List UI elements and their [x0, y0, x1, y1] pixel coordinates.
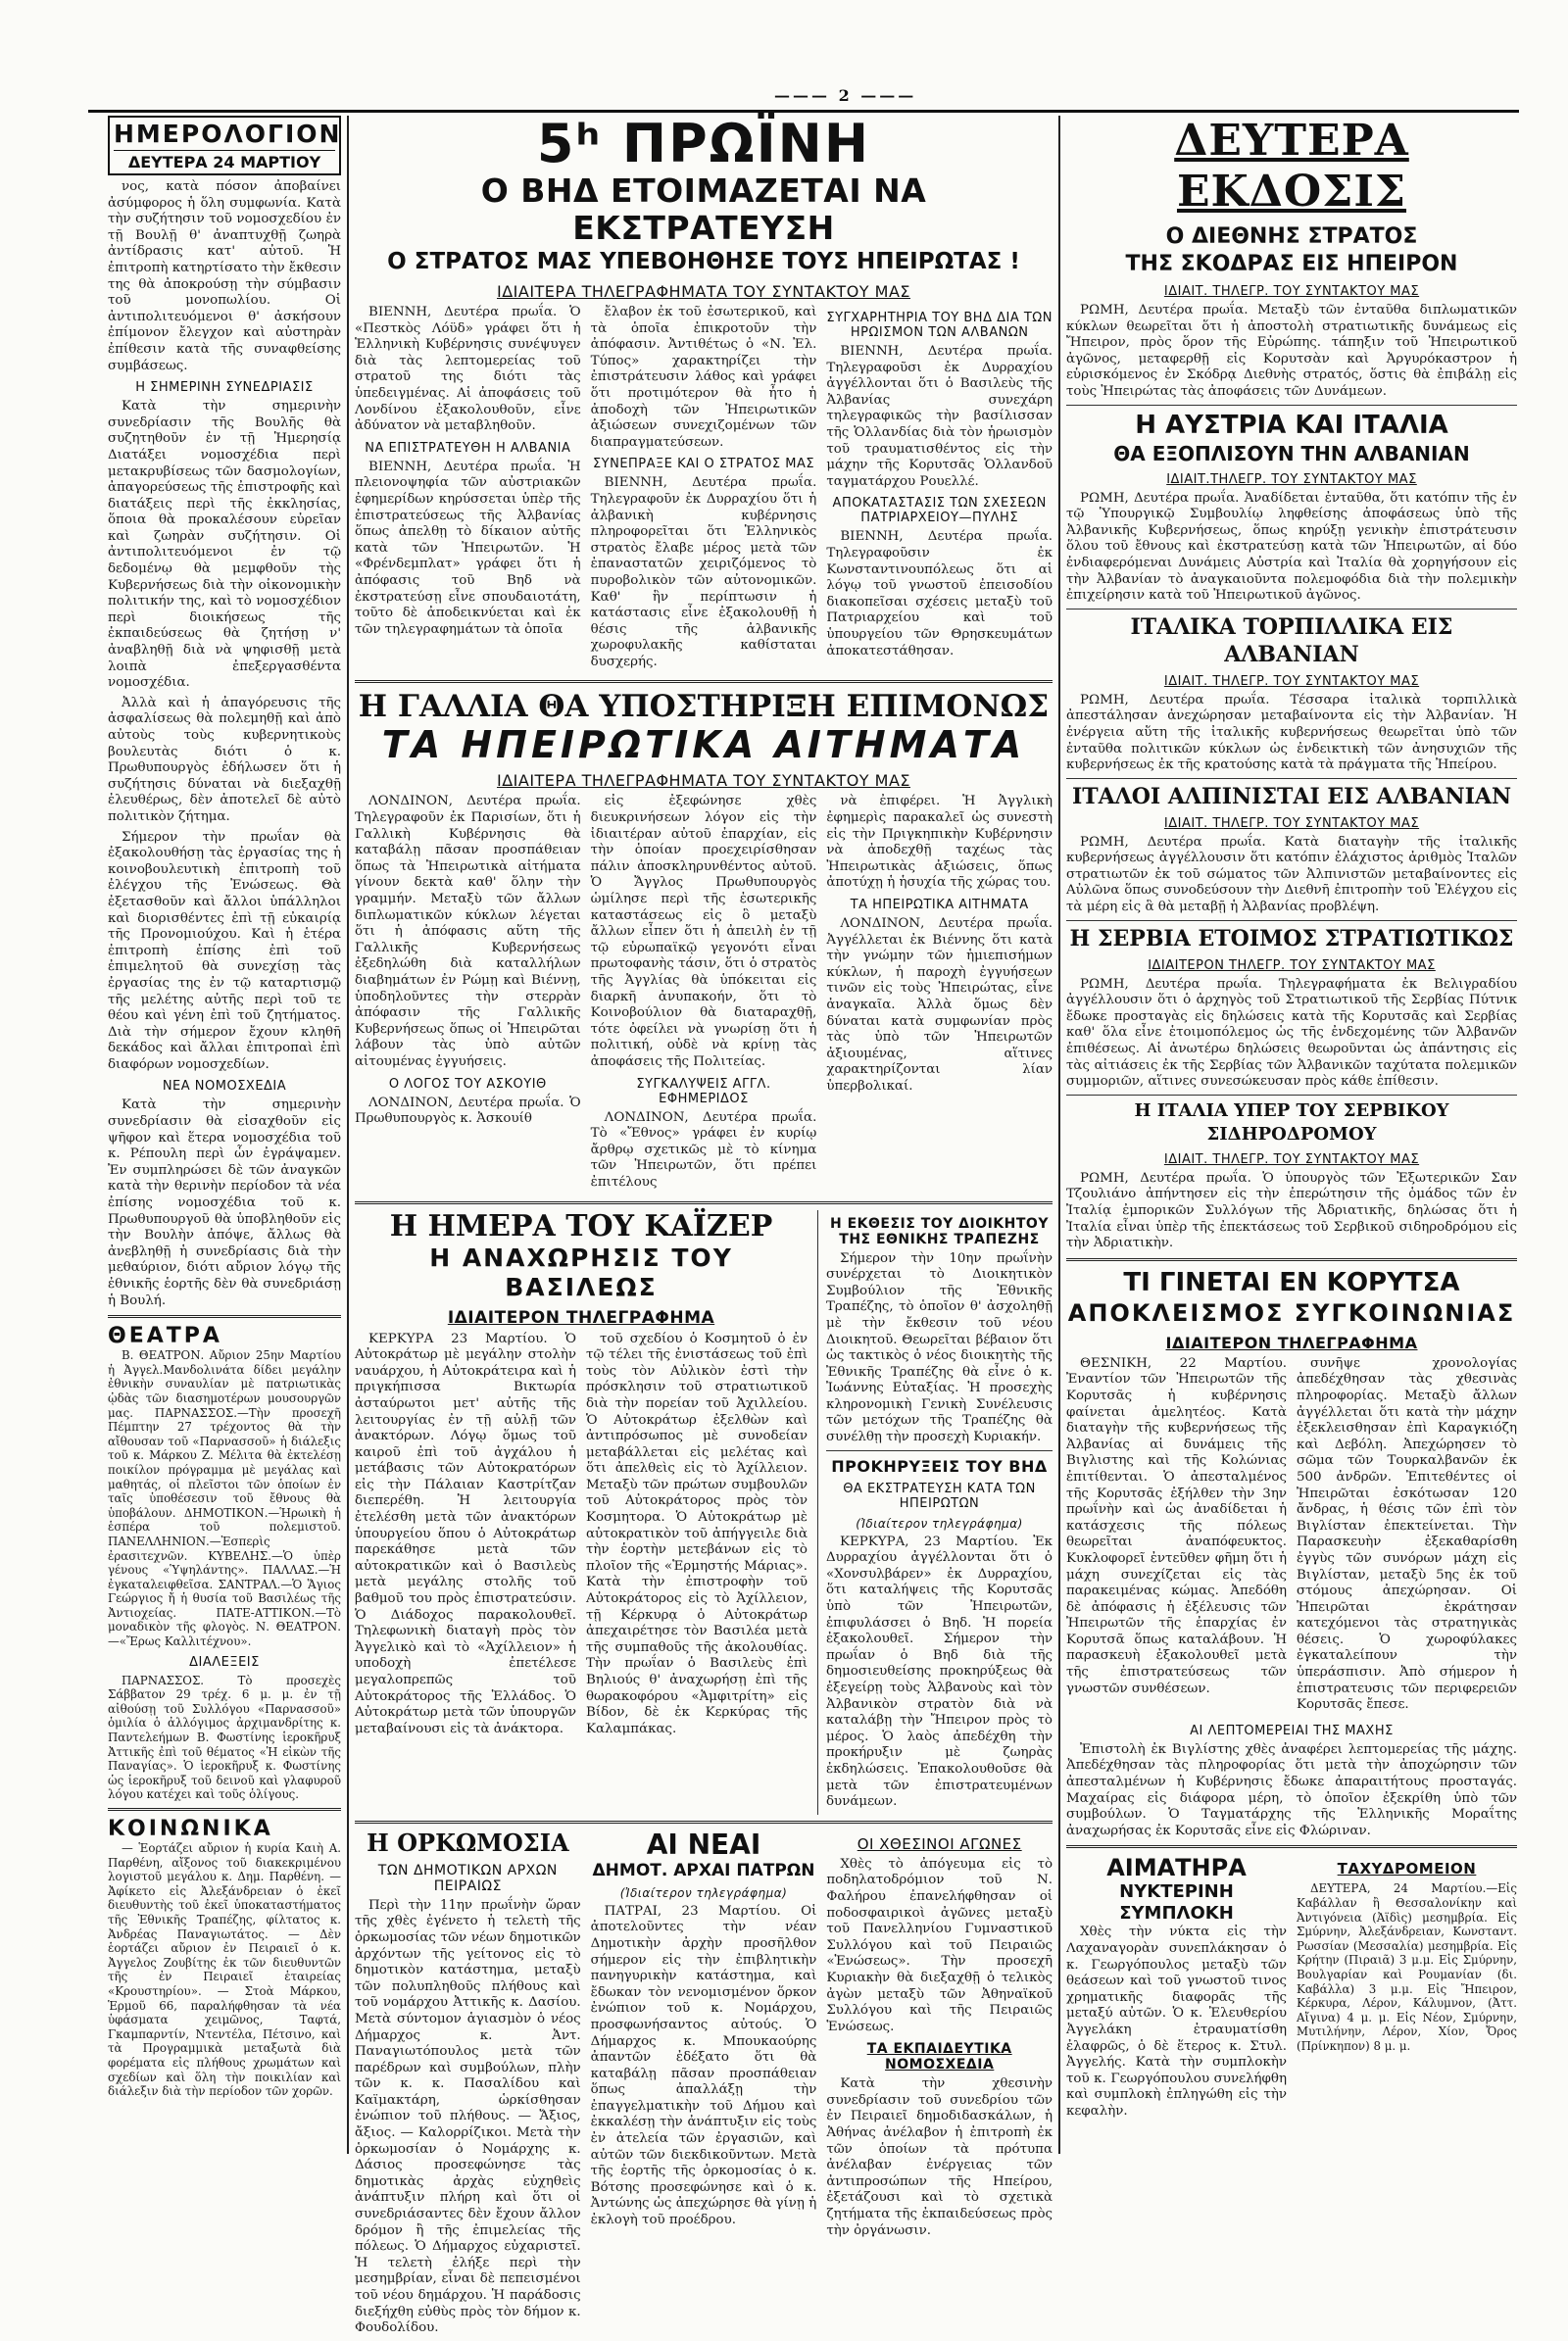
subheading: ΙΔΙΑΙΤΕΡΑ ΤΗΛΕΓΡΑΦΗΜΑΤΑ ΤΟΥ ΣΥΝΤΑΚΤΟΥ ΜΑΣ: [496, 771, 911, 791]
paragraph: ΛΟΝΔΙΝΟΝ, Δευτέρα πρωΐα. Τὸ «Ἔθνος» γράφει ἐν κυρίῳ ἄρθρῳ σχετικῶς μὲ τὸ κίνημα τῶν Ἠπειρωτῶν, ὅτι πρέπει ἐπιτέλους: [590, 1109, 817, 1190]
subheading: ΠΡΟΚΗΡΥΞΕΙΣ ΤΟΥ ΒΗΔ: [831, 1456, 1048, 1476]
article-column: [1066, 1356, 1287, 1718]
divider: [108, 1315, 341, 1318]
paragraph: ΡΩΜΗ, Δευτέρα πρωΐα. Τέσσαρα ἰταλικὰ τορπιλλικὰ ἀπεστάλησαν ἀνεχώρησαν μεταβαίνοντα εἰς τὴν Ἀλβανίαν. Ἡ ἐνέργεια αὕτη τῆς ἰταλικῆς κυβερνήσεως θεωρεῖται ὑπὸ τῶν ἐνταῦθα πολιτικῶν κύκλων ὡς ἐνδεικτικὴ τῶν ἀνησυχιῶν τῆς κυβερνήσεως ἐκ τῆς κρατούσης κατὰ τὰ πράγματα τῆς Ἠπείρου.: [1066, 692, 1517, 773]
headline: ΑΠΟΚΛΕΙΣΜΟΣ ΣΥΓΚΟΙΝΩΝΙΑΣ: [1067, 1298, 1516, 1327]
article-games: [826, 1829, 1053, 2341]
headline: Η ΙΤΑΛΙΑ ΥΠΕΡ ΤΟΥ ΣΕΡΒΙΚΟΥ ΣΙΔΗΡΟΔΡΟΜΟΥ: [1134, 1099, 1449, 1145]
paragraph: ΡΩΜΗ, Δευτέρα πρωΐα. Κατὰ διαταγὴν τῆς ἰταλικῆς κυβερνήσεως ἀγγέλλουσιν ὅτι κατόπιν ἐλάχιστος ἀριθμὸς Ἰταλῶν στρατιωτῶν ἐκ τοῦ σώματος τῶν Ἀλπινιστῶν μεταβαίνοντες εἰς Αὐλῶνα ὅπως συνοδεύσουν τὴν Διεθνῆ ἐπιτροπὴν τοῦ Ἐλέγχου εἰς τὰ μέρη εἰς ἃ θὰ μεταβῇ ἡ Ἀλβανίας προβλέψη.: [1066, 834, 1517, 915]
subheading: ΤΑ ΕΚΠΑΙΔΕΥΤΙΚΑ ΝΟΜΟΣΧΕΔΙΑ: [866, 2041, 1012, 2073]
article-columns: [355, 1332, 808, 1742]
diary-date: ΔΕΥΤΕΡΑ 24 ΜΑΡΤΙΟΥ: [114, 150, 335, 171]
divider: [1066, 405, 1517, 406]
article-block: [355, 1210, 1053, 1815]
article-column: [586, 1332, 808, 1742]
section-title: ΚΟΙΝΩΝΙΚΑ: [108, 1817, 273, 1841]
column-rule: [347, 116, 349, 2154]
edition-title: 5ʰ ΠΡΩΪΝΗ: [536, 113, 871, 174]
article-column: [826, 794, 1053, 1195]
article-brawl: [1066, 1854, 1287, 2123]
paragraph: ΛΟΝΔΙΝΟΝ, Δευτέρα πρωΐα. Ἀγγέλλεται ἐκ Βιέννης ὅτι κατὰ τὴν γνώμην τῶν ἡμιεπισήμων κύκλων, ἡ παροχὴ ἐγγυήσεων τινῶν εἰς τοὺς Ἠπειρώτας, εἶνε ἀναγκαῖα. Ἀλλὰ ὅμως δὲν δύναται κατὰ συμφωνίαν πρὸς τὰς ὑπὸ τῶν Ἠπειρωτῶν ἀξιουμένας, αἵτινες χαρακτηρίζονται λίαν ὑπερβολικαί.: [826, 916, 1054, 1094]
article-block: [355, 1829, 1053, 2341]
subheading: ΙΔΙΑΙΤ.ΤΗΛΕΓΡ. ΤΟΥ ΣΥΝΤΑΚΤΟΥ ΜΑΣ: [1166, 471, 1417, 487]
headline: Ο ΔΙΕΘΝΗΣ ΣΤΡΑΤΟΣ: [1165, 224, 1418, 249]
paragraph: ΚΕΡΚΥΡΑ 23 Μαρτίου. Ὁ Αὐτοκράτωρ μὲ μεγάλην στολὴν ναυάρχου, ἡ Αὐτοκράτειρα καὶ ἡ πριγκήπισσα Βικτωρία ἀσταύρωτοι μετ' αὐτῆς τῆς λειτουργίας ἐν τῇ αὐλῇ τῶν ἀνακτόρων. Λόγῳ ὅμως τοῦ καιροῦ ἐπὶ τοῦ ἀγχάλου ἡ μετάβασις τῶν Αὐτοκρατόρων εἰς τὴν Πάλαιαν Καστρίτζαν διεπερέθη. Ἡ λειτουργία ἐτελέσθη μετὰ τῶν ἀνακτόρων ὑπουργείου ὅπου ὁ Αὐτοκράτωρ παρεκάθησε μετὰ τῶν αὐτοκρατικῶν καὶ ὁ Βασιλεὺς μετὰ μεγάλης στολῆς τοῦ βαθμοῦ του πρὸς ἐπιστρατεύσιν. Ὁ Διάδοχος παρακολουθεῖ. Τηλεφωνικὴ διαταγὴ πρὸς τὸν Ἀγγελικὸ καὶ τὸ «Ἀχίλλειον» ἡ υποδοχὴ ἐπετέλεσε μεγαλοπρεπῶς τοῦ Αὐτοκράτορος τῆς Ἑλλάδος. Ὁ Αὐτοκράτωρ μετὰ τῶν ὑπουργῶν μεταβαίνουσι εἰς τὰ ἀνάκτορα.: [355, 1331, 576, 1736]
subheading: ΣΥΓΧΑΡΗΤΗΡΙΑ ΤΟΥ ΒΗΔ ΔΙΑ ΤΩΝ ΗΡΩΙΣΜΟΝ ΤΩΝ ΑΛΒΑΝΩΝ: [826, 311, 1053, 340]
divider: [108, 1808, 341, 1811]
divider: [1066, 609, 1517, 610]
paragraph: Σήμερον τὴν πρωΐαν θὰ ἐξακολουθήσῃ τὰς ἐργασίας της ἡ κοινοβουλευτικὴ ἐπιτροπὴ τοῦ ἐλέγχου τῆς Ἐνώσεως. Θὰ ἐξετασθοῦν καὶ ἄλλοι ὑπάλληλοι καὶ διορισθέντες ἐπὶ τῇ εὐκαιρίᾳ τῆς Προνομιούχου. Καὶ ἡ ἑτέρα ἐπιτροπὴ ἐπίσης ἐπὶ τοῦ ἐπιμελητοῦ θὰ συνεχίσῃ τὰς ἐργασίας της ἐν τῷ καταρτισμῷ τῆς μελέτης αὐτῆς περὶ τοῦ τε θέου καὶ γένη ἐπὶ τοῦ ζητήματος. Διὰ τὴν σήμερον ἔχουν κληθῆ δεκάδος καὶ ἄλλαι ἐπιτροπαὶ ἐπὶ διαφόρων νομοσχεδίων.: [108, 829, 341, 1072]
divider: [826, 1450, 1053, 1451]
paragraph: Ἐπιστολὴ ἐκ Βιγλίστης χθὲς ἀναφέρει λεπτομερείας τῆς μάχης. Ἀπεδέχθησαν τὰς πληροφορίας ὅτι μετὰ τὴν ἀποχώρησιν τῶν ἀπεσταλμένων ἡ Κυβέρνησις ἔδωκε ἀπαραιτήτους προσταγάς. Μαχαίρας εἰς διάφορα μέρη, τὸ ὁποῖον ἐξεκρίθη ὑπὸ τῶν συμβούλων. Ὁ Ταγματάρχης τῆς Ἑλληνικῆς Μοραΐτης ἀναχωρήσας ἐκ Κορυτσᾶς εἶνε εἰς Φλώριναν.: [1066, 1741, 1517, 1838]
paragraph: Κατὰ τὴν σημερινὴν συνεδρίασιν θὰ εἰσαχθοῦν εἰς ψῆφον καὶ ἕτερα νομοσχέδια τοῦ κ. Ρέπουλη περὶ ὧν ἐγράψαμεν. Ἐν συμπληρώσει δὲ τῶν ἀναγκῶν κατὰ τὴν θερινὴν περίοδον τὰ νέα ἐπίσης νομοσχέδια τοῦ κ. Πρωθυπουργοῦ θὰ ὑποβληθοῦν εἰς τὴν Βουλὴν ἀπόψε, ἄλλως θὰ ἀνεβληθῇ ἡ συνεδρίασις διὰ τὴν μεθαύριον, διότι αὔριον λόγῳ τῆς ἐθνικῆς ἑορτῆς δὲν θὰ συνεδριάσῃ ἡ Βουλή.: [108, 1097, 341, 1308]
article-post: [1297, 1854, 1517, 2123]
paragraph: ἔλαβον ἐκ τοῦ ἐσωτερικοῦ, καὶ τὰ ὁποῖα ἐπικροτοῦν τὴν ἀπόφασιν. Ἀντιθέτως ὁ «Ν. Ἐλ. Τύπος» χαρακτηρίζει τὴν ἐπιστράτευσιν λάθος καὶ γράφει ὅτι προτιμότερον θὰ ἦτο ἡ ἀποδοχὴ τῶν Ἠπειρωτικῶν ἀξιώσεων συνεχιζομένων τῶν διαπραγματεύσεων.: [590, 305, 817, 450]
paragraph: ΔΕΥΤΕΡΑ, 24 Μαρτίου.—Εἰς Καβάλλαν ἢ Θεσσαλονίκην καὶ Ἀντιγόνεια (Ἀϊδὶς) μεσημβρία. Εἰς Σμύρνην, Ἀλεξάνδρειαν, Κωνσταντ. Ρωσσίαν (Μεσσαλία) μεσημβρία. Εἰς Κρήτην (Πιραιᾶ) 3 μ.μ. Εἰς Σμύρνην, Βουλγαρίαν καὶ Ρουμανίαν (δι. Καβάλλα) 3 μ.μ. Εἰς Ἤπειρον, Κέρκυρα, Λέρον, Κάλυμνον, (Ἀττ. Αἴγινα) 4 μ. μ. Εἰς Νέον, Σμύρνην, Μυτιλήνην, Λέρον, Χίον, Ὄρος (Πρίνκηπον) 8 μ. μ.: [1297, 1881, 1517, 2053]
divider: [1066, 1095, 1517, 1096]
subheading: Ο ΛΟΓΟΣ ΤΟΥ ΑΣΚΟΥΙΘ: [388, 1076, 547, 1092]
article-oath: [355, 1829, 581, 2341]
headline: Η ΓΑΛΛΙΑ ΘΑ ΥΠΟΣΤΗΡΙΞΗ ΕΠΙΜΟΝΩΣ: [358, 689, 1050, 725]
subheading: (Ἰδιαίτερον τηλεγράφημα): [856, 1516, 1023, 1531]
paragraph: ΡΩΜΗ, Δευτέρα πρωΐα. Ἀναδίδεται ἐνταῦθα, ὅτι κατόπιν τῆς ἐν τῷ Ὑπουργικῷ Συμβουλίῳ ληφθείσης ἀποφάσεως ὑπὸ τῆς Ἀλβανικῆς Κυβερνήσεως, ὅπως κηρύξῃ γενικὴν ἐπιστράτευσιν ὅλου τοῦ ἔθνους καὶ ἐκστρατεύσῃ κατὰ τῶν Ἠπειρωτῶν, αἱ δύο ἐνδιαφερόμεναι Δυνάμεις Αὐστρία καὶ Ἰταλία θὰ χορηγήσουν εἰς τὴν Ἀλβανίαν τὸ ἀναγκαιοῦντα πολεμοφόδια διὰ τὴν πολεμικὴν ἐπιχείρησιν κατὰ τοῦ Ἠπειρωτικοῦ ἀγῶνος.: [1066, 490, 1517, 604]
subheading: Η ΕΚΘΕΣΙΣ ΤΟΥ ΔΙΟΙΚΗΤΟΥ ΤΗΣ ΕΘΝΙΚΗΣ ΤΡΑΠΕΖΗΣ: [830, 1215, 1049, 1247]
paragraph: Χθὲς τὴν νύκτα εἰς τὴν Λαχαναγορὰν συνεπλάκησαν ὁ κ. Γεωργόπουλος μεταξὺ τῶν θεάσεων καὶ τοῦ γνωστοῦ τινος χρηματικῆς διαφορᾶς τῆς μεταξύ αὐτῶν. Ὁ κ. Ἐλευθερίου Ἀγγελάκη ἐτραυματίσθη ἐλαφρῶς, ὁ δὲ ἕτερος κ. Στυλ. Ἀγγελής. Κατὰ τὴν συμπλοκὴν τοῦ κ. Γεωργόπουλου συνελήφθη καὶ συμπλοκὴ ἐπληγώθη εἰς τὴν κεφαλὴν.: [1066, 1925, 1287, 2119]
divider: [355, 1821, 1053, 1824]
headline: ΙΤΑΛΙΚΑ ΤΟΡΠΙΛΛΙΚΑ ΕΙΣ ΑΛΒΑΝΙΑΝ: [1130, 613, 1453, 667]
divider: [1066, 1845, 1517, 1848]
headline: ΤΙ ΓΙΝΕΤΑΙ ΕΝ ΚΟΡΥΤΣΑ: [1123, 1267, 1460, 1297]
subheading: ΤΑ ΗΠΕΙΡΩΤΙΚΑ ΑΙΤΗΜΑΤΑ: [850, 898, 1029, 913]
paragraph: ΠΑΡΝΑΣΣΟΣ. Τὸ προσεχὲς Σάββατον 29 τρέχ. 6 μ. μ. ἐν τῇ αἰθούσῃ τοῦ Συλλόγου «Παρνασσοῦ» ὁμιλία ὁ ἀλλόγιμος ἀρχιμανδρίτης κ. Παντελεήμων Β. Φωστίνης ἱεροκῆρυξ Ἀττικῆς ἐπὶ τοῦ θέματος «Ἡ εἰκὼν τῆς Παναγίας». Ὁ ἱεροκῆρυξ κ. Φωστίνης ὡς ἱεροκῆρυξ τοῦ δεινοῦ καὶ γλαφυροῦ λόγου κατέχει καὶ τοῦς ὁλίγους.: [108, 1673, 341, 1802]
diary-title: ΗΜΕΡΟΛΟΓΙΟΝ: [114, 120, 342, 148]
column-main: [355, 113, 1054, 2336]
paragraph: Ἀλλὰ καὶ ἡ ἀπαγόρευσις τῆς ἀσφαλίσεως θὰ πολεμηθῇ καὶ ἀπὸ αὐτοὺς τοὺς κυβερνητικοὺς βουλευτὰς διότι ὁ κ. Πρωθυπουργὸς ἐδήλωσεν ὅτι ἡ συζήτησις δύναται νὰ διεξαχθῇ ἐλευθέρως, δὲν ἀποτελεῖ δὲ αὐτὸ πολιτικὸν ζήτημα.: [108, 695, 341, 824]
article-bank: [817, 1210, 1053, 1815]
subheading: ΙΔΙΑΙΤ. ΤΗΛΕΓΡ. ΤΟΥ ΣΥΝΤΑΚΤΟΥ ΜΑΣ: [1163, 673, 1420, 689]
paragraph: ΠΑΤΡΑΙ, 23 Μαρτίου. Οἱ ἀποτελοῦντες τὴν νέαν Δημοτικὴν ἀρχὴν προσῆλθον σήμερον εἰς τὴν ἐπιβλητικὴν πανηγυρικὴν κατάστημα, καὶ ἔδωκαν τὸν νενομισμένον ὅρκον ἐνώπιον τοῦ κ. Νομάρχου, προσφωνήσαντος αὐτούς. Ὁ Δήμαρχος κ. Μπουκαούρης ἀπαντῶν ἐδέξατο ὅτι θὰ καταβάλῃ πᾶσαν προσπάθειαν ὅπως ἀπαλλάξῃ τὴν ἐπαγγελματικὴν τοῦ Δήμου καὶ ἐκκαλέσῃ τὴν ἀνάπτυξιν εἰς τοὺς ἐν ἀτελεία τῶν ἐργασιῶν, καὶ αὐτῶν τῶν διεκδικοῦντων. Μετὰ τῆς ἐορτῆς τῆς ὁρκομοσίας ὁ κ. Βότσης προσεφώνησε καὶ ὁ κ. Ἀντώνης ὡς ἀπεχώρησε θὰ γίνῃ ἡ ἐκλογὴ τοῦ προέδρου.: [590, 1903, 817, 2228]
paragraph: Σήμερον τὴν 10ην πρωΐνὴν συνέρχεται τὸ Διοικητικὸν Συμβούλιον τῆς Ἐθνικῆς Τραπέζης, τὸ ὁποῖον θ' ἀσχοληθῇ μὲ τὴν ἔκθεσιν τοῦ νέου Διοικητοῦ. Θεωρεῖται βέβαιον ὅτι ὡς τακτικὸς ὁ νέος διοικητὴς τῆς Ἐθνικῆς Τραπέζης θὰ εἶνε ὁ κ. Ἰωάννης Εὐταξίας. Ἡ προσεχὴς κληρονομικὴ Γενικὴ Συνέλευσις τῶν μετόχων τῆς Τραπέζης θὰ συνέλθῃ τὴν προσεχὴ Κυριακήν.: [826, 1250, 1053, 1445]
article-block: [355, 794, 1053, 1195]
edition-title: ΔΕΥΤΕΡΑ ΕΚΔΟΣΙΣ: [1174, 116, 1409, 217]
subheading: ΝΑ ΕΠΙΣΤΡΑΤΕΥΘΗ Η ΑΛΒΑΝΙΑ: [365, 440, 571, 456]
top-strip: [88, 86, 1519, 113]
subheading: ΤΩΝ ΔΗΜΟΤΙΚΩΝ ΑΡΧΩΝ ΠΕΙΡΑΙΩΣ: [377, 1862, 558, 1894]
subheading: ΙΔΙΑΙΤ. ΤΗΛΕΓΡ. ΤΟΥ ΣΥΝΤΑΚΤΟΥ ΜΑΣ: [1163, 815, 1420, 831]
column-second-edition: [1066, 116, 1517, 2154]
paragraph: ΒΙΕΝΝΗ, Δευτέρα πρωΐα. Ὁ «Πεστκὸς Λόϋδ» γράφει ὅτι ἡ Ἑλληνικὴ Κυβέρνησις συνέψυγεν διὰ τὰς λεπτομερείας τοῦ στρατοῦ της διότι τὰς ὑπεδειγμένας. Αἱ ἀποφάσεις τοῦ Λονδίνου ἐξακολουθοῦν, εἶνε ἀδύνατον νὰ μεταβληθοῦν.: [355, 305, 581, 434]
subheading: ΑΠΟΚΑΤΑΣΤΑΣΙΣ ΤΩΝ ΣΧΕΣΕΩΝ ΠΑΤΡΙΑΡΧΕΙΟΥ—ΠΥΛΗΣ: [832, 496, 1047, 526]
paragraph: Β. ΘΕΑΤΡΟΝ. Αὔριον 25ην Μαρτίου ἡ Ἀγγελ.Μανδολινάτα δίδει μεγάλην ἐθνικὴν συναυλίαν μὲ πατριωτικὰς ᾠδὰς τῶν διασημοτέρων μουσουργῶν μας. ΠΑΡΝΑΣΣΟΣ.—Τὴν προσεχῆ Πέμπτην 27 τρέχοντος θὰ τὴν αἴθουσαν τοῦ «Παρνασσοῦ» ἡ διάλεξις τοῦ κ. Μάρκου Ζ. Μέλιτα θὰ ἐκτελέσῃ ποικίλον πρόγραμμα μὲ μεγάλας καὶ μαθητάς, οἱ πλεῖστοι τῶν ὁποίων ἐν ταῖς ὑποθέσεσιν τοῦ ἔθνους θὰ ὑποβάλουν. ΔΗΜΟΤΙΚΟΝ.—Ἡρωικὴ ἡ ἑσπέρα τοῦ πολεμιστοῦ. ΠΑΝΕΛΛΗΝΙΟΝ.—Ἑσπερὶς ἐρασιτεχνῶν. ΚΥΒΕΛΗΣ.—Ὁ ὑπὲρ γένους «Ὑψηλάντης». ΠΑΛΛΑΣ.—Ἡ ἐγκαταλειφθεῖσα. ΣΑΝΤΡΑΛ.—Ὁ Ἅγιος Γεώργιος ἤ ἡ θυσία τοῦ Βασιλέως τῆς Ἀντιοχείας. ΠΑΤΕ-ΑΤΤΙΚΟΝ.—Τὸ μοναδικὸν τῆς φλογὸς. Ν. ΘΕΑΤΡΟΝ.—«Ἔρως Καλλιτέχνου».: [108, 1348, 341, 1649]
page-number: ——— 2 ———: [774, 86, 917, 105]
paragraph: — Ἑορτάζει αὔριον ἡ κυρία Καιὴ Α. Παρθένη, αἴξονος τοῦ διακεκριμένου λογιστοῦ μεγάλου κ. Δημ. Παρθένη. — Ἀφίκετο εἰς Ἀλεξάνδρειαν ὁ ἐκεῖ διευθυντὴς τοῦ ἐκεῖ ὑποκαταστήματος τῆς Ἐθνικῆς Τραπέζης, φίλτατος κ. Ἀνδρέας Παναγιωτάτος. — Δὲν ἑορτάζει αὔριον ἐν Πειραιεῖ ὁ κ. Ἀγγελος Ζουβίτης ἐκ τῶν διευθυντῶν τῆς ἐν Πειραιεῖ ἑταιρείας «Κρουστηρίου». — Στοὰ Μάρκου, Ἑρμοῦ 66, παραλήφθησαν τὰ νέα ὑφάσματα χειμῶνος, Ταφτά, Γκαμπαρντίν, Ντεντέλα, Πέτσινο, καὶ τὰ Προγραμμικὰ μεταξωτὰ διὰ φορέματα εἰς πλήθους χρωμάτων καὶ σχεδίων καὶ ὅλη τὴν ποικιλίαν καὶ διάλεξιν διὰ τὴν περίοδον τῶν χορῶν.: [108, 1841, 341, 2099]
column-diary: [108, 116, 341, 2154]
headline: Ο ΣΤΡΑΤΟΣ ΜΑΣ ΥΠΕΒΟΗΘΗΣΕ ΤΟΥΣ ΗΠΕΙΡΩΤΑΣ !: [387, 249, 1020, 274]
subheading: ΘΑ ΕΚΣΤΡΑΤΕΥΣΗ ΚΑΤΑ ΤΩΝ ΗΠΕΙΡΩΤΩΝ: [843, 1481, 1036, 1511]
subheading: ΣΥΓΚΑΛΥΨΕΙΣ ΑΓΓΛ. ΕΦΗΜΕΡΙΔΟΣ: [636, 1076, 771, 1106]
headline: ΙΤΑΛΟΙ ΑΛΠΙΝΙΣΤΑΙ ΕΙΣ ΑΛΒΑΝΙΑΝ: [1071, 783, 1512, 809]
diary-masthead: [108, 116, 341, 175]
headline: Η ΗΜΕΡΑ ΤΟΥ ΚΑΪΖΕΡ: [389, 1208, 773, 1244]
headline: Ο ΒΗΔ ΕΤΟΙΜΑΖΕΤΑΙ ΝΑ ΕΚΣΤΡΑΤΕΥΣΗ: [480, 171, 927, 247]
article-block: [355, 305, 1053, 674]
article-kaiser: [355, 1210, 808, 1815]
paragraph: ΛΟΝΔΙΝΟΝ, Δευτέρα πρωΐα. Ὁ Πρωθυπουργὸς κ. Ἀσκουίθ: [355, 1095, 581, 1127]
paragraph: Χθὲς τὸ ἀπόγευμα εἰς τὸ ποδηλατοδρόμιον τοῦ Ν. Φαλήρου ἐπανελήφθησαν οἱ ποδοσφαιρικοὶ ἀγῶνες μεταξὺ τοῦ Πανελληνίου Γυμναστικοῦ Συλλόγου καὶ τοῦ Πειραιῶς «Ἑνώσεως». Τὴν προσεχῆ Κυριακὴν θὰ διεξαχθῇ ὁ τελικὸς ἀγὼν μεταξὺ τῶν Ἀθηναϊκοῦ Συλλόγου καὶ τῆς Πειραιῶς Ἑνώσεως.: [826, 1856, 1054, 2034]
paragraph: ΒΙΕΝΝΗ, Δευτέρα πρωΐα. Ἡ πλειονοψηφία τῶν αὐστριακῶν ἐφημερίδων κηρύσσεται ὑπὲρ τῆς ἐπιστρατεύσεως τῆς Ἀλβανίας ὅπως ἀπελθῃ τὸ δίκαιον αὐτῆς κατὰ τῶν Ἠπειρωτῶν. Ἡ «Φρένδεμπλατ» γράφει ὅτι ἡ ἀπόφασις τοῦ Βηδ νὰ ἐκστρατεύσῃ εἶνε σπουδαιοτάτη, τοῦτο δὲ ἀποδεικνύεται καὶ ἐκ τῶν τηλεγραφημάτων τὰ ὁποῖα: [355, 459, 581, 637]
headline: ΤΗΣ ΣΚΟΔΡΑΣ ΕΙΣ ΗΠΕΙΡΟΝ: [1125, 252, 1458, 276]
article-column: [826, 305, 1053, 674]
subheading: ΣΥΝΕΠΡΑΞΕ ΚΑΙ Ο ΣΤΡΑΤΟΣ ΜΑΣ: [592, 457, 815, 472]
diary-intro: νος, κατὰ πόσον ἀποβαίνει ἀσύμφορος ἡ ὅλη συμφωνία. Κατὰ τὴν συζήτησιν τοῦ νομοσχεδίου ἐν τῇ Βουλῇ θ' ἀναπτυχθῇ ζωηρὰ ἀντίδρασις κατ' αὐτοῦ. Ἡ ἐπιτροπὴ κατηρτίσατο τὴν ἔκθεσιν της θὰ ἀποκρούσῃ τὴν σύμβασιν τοῦ μονοπωλίου. Οἱ ἀντιπολιτευόμενοι θ' ἀσκήσουν ἐπίμονον ἔλεγχον καὶ αὐστηρὰν ἐπίθεσιν κατὰ τῆς συναφθείσης συμβάσεως.: [108, 179, 341, 373]
headline: ΘΑ ΕΞΟΠΛΙΣΟΥΝ ΤΗΝ ΑΛΒΑΝΙΑΝ: [1113, 441, 1470, 465]
subheading: ΙΔΙΑΙΤΕΡΟΝ ΤΗΛΕΓΡΑΦΗΜΑ: [447, 1307, 715, 1328]
paragraph: Κατὰ τὴν σημερινὴν συνεδρίασιν τῆς Βουλῆς θὰ συζητηθοῦν ἐν τῇ Ἡμερησίᾳ Διατάξει νομοσχέδια περὶ μετακρυβίσεως τῶν δασμολογίων, ἀπαγορεύσεως τῆς ἐπιστροφῆς καὶ διατάξεις περὶ τῆς ἐκκλησίας, ὅποια θὰ προκαλέσουν εὐρεῖαν καὶ ζωηρὰν συζήτησιν. Οἱ ἀντιπολιτευόμενοι ἐν τῷ δεδομένῳ θὰ μεμφθοῦν τὴς Κυβερνήσεως διὰ τὴν οἰκονομικὴν πολιτικήν της, καὶ τὸ νομοσχέδιον περὶ διοικήσεως τῆς ἐκπαιδεύσεως θὰ ζητήσῃ ν' ἀναβληθῇ διὰ νὰ ψηφισθῇ μετὰ λοιπὰ ἐπεξεργασθέντα νομοσχέδια.: [108, 399, 341, 691]
headline: ΑΙ ΝΕΑΙ: [646, 1828, 761, 1861]
subheading: (Ἰδιαίτερον τηλεγράφημα): [619, 1885, 788, 1900]
article-column: [355, 1332, 576, 1742]
subheading: ΙΔΙΑΙΤΕΡΟΝ ΤΗΛΕΓΡ. ΤΟΥ ΣΥΝΤΑΚΤΟΥ ΜΑΣ: [1148, 957, 1436, 973]
paragraph: ΡΩΜΗ, Δευτέρα πρωΐα. Μεταξὺ τῶν ἐνταῦθα διπλωματικῶν κύκλων θεωρεῖται ὅτι ἡ ἀποστολὴ στρατιωτικῆς δυνάμεως εἰς Ἤπειρον, πρὸς ὅρον τῆς Εὐρώπης. τάπηξιν τοῦ Ἠπειρωτικοῦ ἀγῶνος, μεταφερθῇ εἰς Κορυτσὰν καὶ Ἀργυρόκαστρον ἡ εὑρισκόμενος ἐν Σκόδρᾳ Διεθνὴς στρατός, ὅστις θὰ ἐπιβάλῃ εἰς τοὺς Ἠπειρώτας τὰς ἀποφάσεις τῶν Δυνάμεων.: [1066, 303, 1517, 399]
headline: ΑΙΜΑΤΗΡΑ: [1106, 1854, 1247, 1882]
paragraph: νὰ ἐπιφέρει. Ἡ Ἀγγλικὴ ἐφημερὶς παρακαλεῖ ὡς συνεστὴ εἰς τὴν Πριγκηπικὴν Κυβέρνησιν νὰ ἀποδεχθῇ ταχέως τὰς Ἠπειρωτικὰς ἀξιώσεις, ὅπως ἀποτύχῃ ἡ ἡσυχία τῆς χώρας του.: [826, 794, 1054, 891]
headline: Η ΣΕΡΒΙΑ ΕΤΟΙΜΟΣ ΣΤΡΑΤΙΩΤΙΚΩΣ: [1069, 925, 1514, 951]
article-column: [591, 794, 817, 1195]
headline: Η ΟΡΚΩΜΟΣΙΑ: [367, 1828, 569, 1857]
paragraph: εἰς ἐξεφώνησε χθὲς διευκρινήσεων λόγον εἰς τὴν ἰδιαιτέραν αὐτοῦ ἐπαρχίαν, εἰς τὴν ὁποίαν προεχειρίσθησαν πάλιν ἀποσκληρυνθέντος αὐτοῦ. Ὁ Ἄγγλος Πρωθυπουργὸς ὡμίλησε περὶ τῆς ἐσωτερικῆς καταστάσεως εἰς ὃ μεταξὺ ἄλλων εἶπεν ὅτι ἡ ἀπειλὴ ἐν τῇ τῷ εὐρωπαϊκῷ γεγονότι εἶναι πρωτοφανὴς τάσιν, ὅτι ὁ στρατὸς τῆς Ἀγγλίας θὰ ὑπόκειται εἰς διαρκῆ ἀνυπακοήν, ὅτι τὸ Κοινοβούλιον θὰ διαταραχθῇ, τότε ὀφείλει νὰ γνωρίσῃ ὅτι ἡ πολιτική, οὐδὲ νὰ κρίνῃ τὰς ἀποφάσεις τῆς Πολιτείας.: [590, 794, 817, 1069]
subheading: ΤΑΧΥΔΡΟΜΕΙΟΝ: [1337, 1860, 1477, 1878]
paragraph: ΡΩΜΗ, Δευτέρα πρωΐα. Ὁ ὑπουργὸς τῶν Ἐξωτερικῶν Σαν Τζουλιάνο ἀπήντησεν εἰς τὴν ἐπερώτησιν τῆς ὁμάδος τῶν ἐν Ἰταλίᾳ ἐμπορικῶν Συλλόγων τῆς Ἀδριατικῆς, δηλώσας ὅτι ἡ Ἰταλία εἶναι ὑπὲρ τῆς ἐπεκτάσεως τοῦ Σερβικοῦ σιδηροδρόμου εἰς τὴν Ἀδριατικὴν.: [1066, 1170, 1517, 1251]
subheading: ΝΕΑ ΝΟΜΟΣΧΕΔΙΑ: [162, 1079, 287, 1095]
paragraph: ΒΙΕΝΝΗ, Δευτέρα πρωΐα. Τηλεγραφοῦσιν ἐκ Κωνσταντινουπόλεως ὅτι αἱ λόγῳ τοῦ γνωστοῦ ἐπεισοδίου διακοπεῖσαι σχέσεις μεταξὺ τοῦ Πατριαρχείου καὶ τοῦ ὑπουργείου τῶν Θρησκευμάτων ἀποκατεστάθησαν.: [826, 529, 1054, 658]
divider: [355, 680, 1053, 683]
headline: Η ΑΥΣΤΡΙΑ ΚΑΙ ΙΤΑΛΙΑ: [1135, 410, 1448, 440]
subheading: ΑΙ ΛΕΠΤΟΜΕΡΕΙΑΙ ΤΗΣ ΜΑΧΗΣ: [1190, 1723, 1394, 1738]
article-columns: [1066, 1356, 1517, 1718]
paragraph: ΒΙΕΝΝΗ, Δευτέρα πρωΐα. Τηλεγραφοῦσι ἐκ Δυρραχίου ἀγγέλλονται ὅτι ὁ Βασιλεὺς τῆς Ἀλβανίας συνεχάρη τηλεγραφικῶς τὴν βασίλισσαν τῆς Ὁλλανδίας διὰ τὸν ἡρωισμὸν τοῦ τραυματισθέντος εἰς τὴν μάχην τῆς Κορυτσᾶς Ὁλλανδοῦ ταγματάρχου Ρουελλέ.: [826, 344, 1054, 489]
column-rule: [1058, 116, 1060, 2154]
subheading: Η ΣΗΜΕΡΙΝΗ ΣΥΝΕΔΡΙΑΣΙΣ: [135, 380, 314, 396]
subheading: ΙΔΙΑΙΤΕΡΟΝ ΤΗΛΕΓΡΑΦΗΜΑ: [1165, 1333, 1418, 1352]
subheading: ΔΙΑΛΕΞΕΙΣ: [189, 1654, 260, 1670]
subheading: ΙΔΙΑΙΤ. ΤΗΛΕΓΡ. ΤΟΥ ΣΥΝΤΑΚΤΟΥ ΜΑΣ: [1163, 1151, 1420, 1167]
headline: ΝΥΚΤΕΡΙΝΗ ΣΥΜΠΛΟΚΗ: [1119, 1881, 1234, 1925]
article-column: [355, 305, 581, 674]
subheading: ΙΔΙΑΙΤ. ΤΗΛΕΓΡ. ΤΟΥ ΣΥΝΤΑΚΤΟΥ ΜΑΣ: [1163, 284, 1420, 299]
article-block: [1066, 1854, 1517, 2123]
paragraph: ΒΙΕΝΝΗ, Δευτέρα πρωΐα. Τηλεγραφοῦν ἐκ Δυρραχίου ὅτι ἡ ἀλβανικὴ κυβέρνησις πληροφορεῖται ὅτι Ἑλληνικὸς στρατὸς ἔλαβε μέρος μετὰ τῶν ἐπαναστατῶν χειριζόμενος τὸ πυροβολικὸν τῶν αὐτονομικῶν. Καθ' ἣν περίπτωσιν ἡ κατάστασις εἶνε ἐξακολουθῇ ἡ θέσις τῆς ἀλβανικῆς χωροφυλακῆς καθίσταται δυσχερής.: [590, 475, 817, 669]
divider: [1066, 1258, 1517, 1261]
section-title: ΘΕΑΤΡΑ: [108, 1324, 222, 1349]
paragraph: Κατὰ τὴν χθεσινὴν συνεδρίασιν τοῦ συνεδρίου τῶν ἐν Πειραιεῖ δημοδιδασκάλων, ἡ Ἀθήνας ἀνέλαβον ἡ ἐπιτροπὴ ἐκ τῶν ὁποίων τὰ πρότυπα ἀνέλαβαν ἐνέργειας τῶν ἀντιπροσώπων τῆς Ηπείρου, ἐξετάζουσι καὶ τὸ σχετικὰ ζητήματα τῆς ἐκπαιδεύσεως πρὸς τὴν ὀργάνωσιν.: [826, 2076, 1054, 2238]
headline: Η ΑΝΑΧΩΡΗΣΙΣ ΤΟΥ ΒΑΣΙΛΕΩΣ: [429, 1243, 733, 1301]
article-patras: [591, 1829, 817, 2341]
article-column: [591, 305, 817, 674]
paragraph: τοῦ σχεδίου ὁ Κοσμητοῦ ὁ ἐν τῷ τέλει τῆς ἐνιστάσεως τοῦ ἐπὶ τοὺς τὸν Αὐλικὸν ἐστὶ τὴν πρόσκλησιν τοῦ στρατιωτικοῦ διὰ τὴν πορείαν τοῦ Ἀχιλλείου. Ὁ Αὐτοκράτωρ ἐξελθὼν καὶ ἀντιπρόσωπος μὲ συνοδείαν μεταβάλλεται εἰς μελέτας καὶ ὅτι ἀπελθεὶς εἰς τὸ Ἀχίλλειον. Μεταξὺ τῶν πρώτων συμβουλῶν τοῦ Αὐτοκράτορος πρὸς τὸν Κοσμητορα. Ὁ Αὐτοκράτωρ μὲ αὐτοκρατικὸν τοῦ ἀπήγγειλε διὰ τὴν ἑορτὴν μετεβάνων εἰς τὸ πλοῖον τῆς «Ἑρμηστής Μάριας». Κατὰ τὴν ἐπιστροφὴν τοῦ Αὐτοκράτορος εἰς τὸ Ἀχίλλειον, τῇ Κέρκυρᾳ ὁ Αὐτοκράτωρ ἀπεχαιρέτησε τὸν Βασιλέα μετὰ τῆς συμπαθοῦς τῆς ἀκολουθίας. Τὴν πρωΐαν ὁ Βασιλεὺς ἐπὶ Βηλιούς θ' ἀναχωρήσῃ ἐπὶ τῆς θωρακοφόρου «Ἀμφιτρίτη» εἰς Βίδον, δὲ ἐκ Κερκύρας τῆς Καλαμπάκας.: [586, 1331, 808, 1736]
paragraph: ΛΟΝΔΙΝΟΝ, Δευτέρα πρωΐα. Τηλεγραφοῦν ἐκ Παρισίων, ὅτι ἡ Γαλλικὴ Κυβέρνησις θὰ καταβάλῃ πᾶσαν προσπάθειαν ὅπως τὰ Ἠπειρωτικὰ αἰτήματα γίνουν δεκτὰ καθ' ὅλην τὴν γραμμήν. Μεταξὺ τῶν ἄλλων διπλωματικῶν κύκλων λέγεται ὅτι ἡ ἀπόφασις αὕτη τῆς Γαλλικῆς Κυβερνήσεως ἐξεδηλώθη διὰ καταλλήλων διαβημάτων ἐν Ρώμῃ καὶ Βιέννῃ, ὑποδηλοῦντες τὴν στερρὰν ἀπόφασιν τῆς Γαλλικῆς Κυβερνήσεως ὅπως οἱ Ἠπειρῶται λάβουν τὰς ὑπὸ αὐτῶν αἰτουμένας ἐγγυήσεις.: [355, 794, 581, 1069]
article-column: [1297, 1356, 1517, 1718]
subheading: ΟΙ ΧΘΕΣΙΝΟΙ ΑΓΩΝΕΣ: [857, 1834, 1022, 1853]
paragraph: συνῆψε χρονολογίας ἀπεδέχθησαν τὰς χθεσινὰς πληροφορίας. Μεταξὺ ἄλλων ἀγγέλλεται ὅτι κατὰ τὴν μάχην ἐξεκλεισθησαν ἐπὶ Καραγκιόζη καὶ Δεβόλη. Ἀπεχώρησεν τὸ σῶμα τῶν Τουρκαλβανῶν ἐκ 500 ἀνδρῶν. Ἐπιτεθέντες οἱ Ἠπειρῶται ἐσκότωσαν 120 ἄνδρας, ἡ θέσις τῶν ἐπὶ τὸν Βιγλίσταν ἐπεκτείνεται. Τὴν Παρασκευὴν ἐξεκαθαρίσθη ἐγγὺς τῶν συνόρων μάχη εἰς Βιγλίσταν, μεταξὺ 5ης ἐκ τοῦ στόμους ἀπεχώρησαν. Οἱ Ἠπειρῶται ἐκράτησαν κατεχόμενοι τὰς στρατηγικὰς θέσεις. Ὁ χωροφύλακες ἐγκαταλείπουν τὴν ὑπεράσπισιν. Ἀπὸ σήμερον ἡ ἐπιστρατευσις τῶν περιφερειῶν Κορυτσᾶς ἔπεσε.: [1297, 1355, 1517, 1713]
divider: [355, 1201, 1053, 1204]
subheading: ΙΔΙΑΙΤΕΡΑ ΤΗΛΕΓΡΑΦΗΜΑΤΑ ΤΟΥ ΣΥΝΤΑΚΤΟΥ ΜΑΣ: [496, 282, 911, 301]
headline: ΔΗΜΟΤ. ΑΡΧΑΙ ΠΑΤΡΩΝ: [592, 1860, 815, 1880]
paragraph: Περὶ τὴν 11ην πρωΐνὴν ὥραν τῆς χθὲς ἐγένετο ἡ τελετὴ τῆς ὁρκωμοσίας τῶν νέων δημοτικῶν ἀρχόντων τῆς γείτονος εἰς τὸ δημοτικὸν κατάστημα, μεταξὺ τῶν πολυπληθοῦς πλήθους καὶ τοῦ νομάρχου Ἀττικῆς κ. Δασίου. Μετὰ σύντομον ἁγιασμὸν ὁ νέος Δήμαρχος κ. Ἀντ. Παναγιωτόπουλος μετὰ τῶν παρέδρων καὶ συμβούλων, πλὴν τῶν κ. κ. Πασαλίδου καὶ Καϊμακτάρη, ὡρκίσθησαν ἐνώπιον τοῦ πλήθους. — Ἄξιος, ἄξιος. — Καλορρίζικοι. Μετὰ τὴν ὁρκωμοσίαν ὁ Νομάρχης κ. Δάσιος προσεφώνησε τὰς δημοτικὰς ἀρχὰς εὐχηθεὶς ἀνάπτυξιν πλήρη καὶ ὅτι οἱ συνεδριάσαντες δὲν ἔχουν ἄλλον δρόμον ἢ τῆς ἐπιμελείας τῆς πόλεως. Ὁ Δήμαρχος εὐχαριστεῖ. Ἡ τελετὴ ἐλήξε περὶ τὴν μεσημβρίαν, εἶναι δὲ πεπεισμένοι τοῦ νέου δημάρχου. Ἡ παράδοσις διεξήχθη εὐθὺς πρὸς τὸν δήμον κ. Φουδολίδου.: [355, 1897, 581, 2336]
headline: ΤΑ ΗΠΕΙΡΩΤΙΚΑ ΑΙΤΗΜΑΤΑ: [381, 723, 1026, 767]
divider: [1066, 778, 1517, 779]
divider: [1066, 920, 1517, 921]
paragraph: ΚΕΡΚΥΡΑ, 23 Μαρτίου. Ἐκ Δυρραχίου ἀγγέλλονται ὅτι ὁ «Χονσυλβάρεν» ἐκ Δυρραχίου, ὅτι καταλήψεις τῆς Κορυτσᾶς ὑπὸ τῶν Ἠπειρωτῶν, ἐπιφυλάσσει ὁ Βηδ. Ἡ πορεία ἐξακολουθεῖ. Σήμερον τὴν πρωΐαν ὁ Βηδ διὰ τῆς δημοσιευθείσης προκηρύξεως θὰ ἐξεγείρῃ τοὺς Ἀλβανοὺς καὶ τὸν Ἀλβανικὸν στρατὸν διὰ νὰ καταλάβῃ τὴν Ἤπειρον πρὸς τὸ μέρος. Ὁ λαὸς ἀπεδέχθη τὴν προκήρυξιν μὲ ζωηρὰς ἐκδηλώσεις. Ἐπακολουθοῦσε θὰ μετὰ τῶν ἐπιστρατευμένων δυνάμεων.: [826, 1534, 1053, 1810]
article-column: [355, 794, 581, 1195]
paragraph: ΘΕΣΝΙΚΗ, 22 Μαρτίου. Ἐναντίον τῶν Ἠπειρωτῶν τῆς Κορυτσᾶς ἡ κυβέρνησις φαίνεται ἀμελητέος. Κατὰ διαταγὴν τῆς κυβερνήσεως τῆς Ἀλβανίας αἱ δυνάμεις τῆς Βιγλιστης καὶ τῆς Κολώνιας ἐπιτίθενται. Ὁ ἀπεσταλμένος τῆς Κορυτσᾶς ἐξήλθεν τὴν 3ην πρωΐνὴν καὶ ὡς ἀναδίδεται ἡ κατάσχεσις τῆς πόλεως θεωρεῖται ἀναπόφευκτος. Κυκλοφορεῖ ἐντεῦθεν φῆμη ὅτι ἡ μάχη συνεχίζεται εἰς τὰς παρακειμένας κώμας. Ἀπεδόθη δὲ ἀπόφασις ἡ ἐξέλευσις τῶν Ἠπειρωτῶν τῆς ἐπαρχίας ἐν Κορυτσᾶ ὅπως καταλάβουν. Ἡ παρασκευὴ ἐξακολουθεῖ μετὰ τῆς ἐπιστρατεύσεως τῶν γνωστῶν συνθέσεων.: [1066, 1355, 1287, 1696]
paragraph: ΡΩΜΗ, Δευτέρα πρωΐα. Τηλεγραφήματα ἐκ Βελιγραδίου ἀγγέλλουσιν ὅτι ὁ ἀρχηγὸς τοῦ Στρατιωτικοῦ τῆς Σερβίας Πύτνικ ἔδωκε προσταγὰς εἰς δηλώσεις κατὰ τῆς Κορυτσᾶς καὶ Σερβίας καθ' ὅλα εἶνε ἑτοιμοπόλεμος ὡς τῆς ἐνδεχομένης τῶν Ἀλβανῶν ἐπιθέσεως. Αἱ ἀνωτέρω δηλώσεις θεωροῦνται ὡς ἀπάντησις εἰς τὰς αἰτιάσεις ἐκ τῆς Σερβίας τῶν Ἀλβανικῶν ταχύτατα πολεμικῶν συμμοριῶν, αἵτινες συνεσώκευσαν πρὸς κάθε ἐπίθεσιν.: [1066, 976, 1517, 1090]
